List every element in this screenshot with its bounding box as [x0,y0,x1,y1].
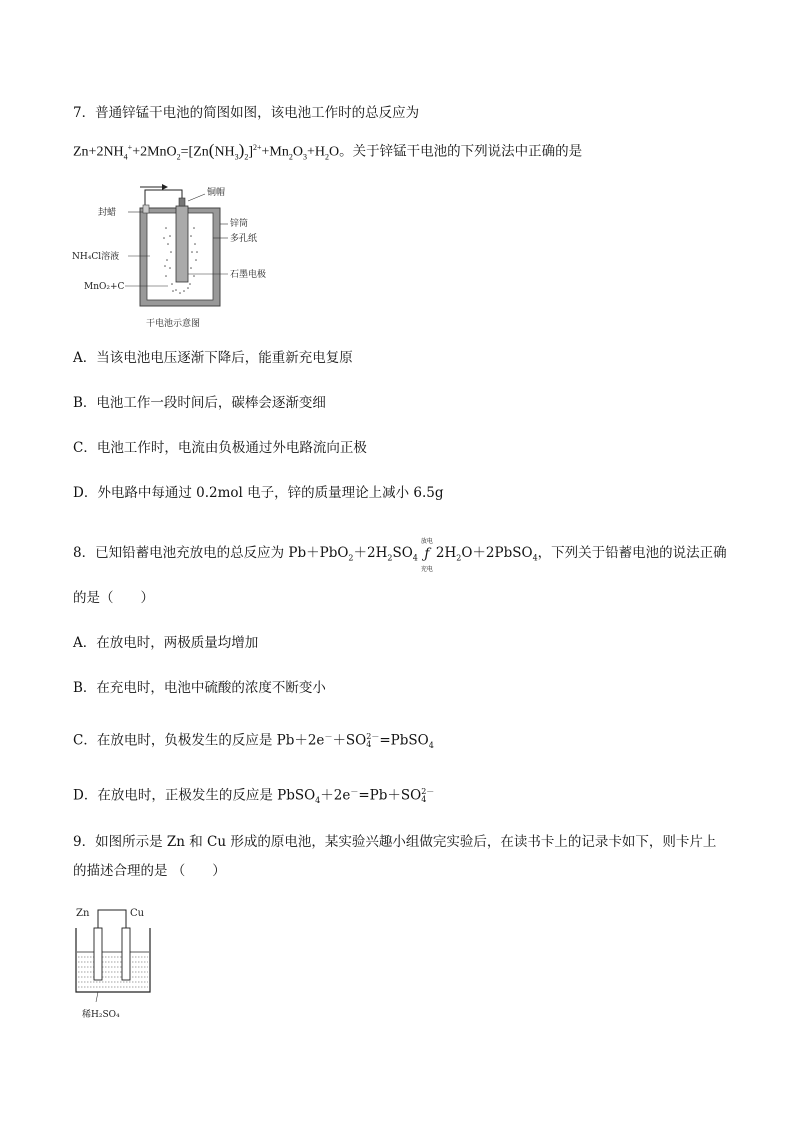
label-mno2: MnO₂+C [84,282,125,292]
eq-text: O [292,144,303,160]
q8-text: 2H [435,545,457,561]
q8d-text: D．在放电时，正极发生的反应是 PbSO [73,787,316,804]
q8c-text: C．在放电时，负极发生的反应是 Pb＋2e [73,732,325,749]
figure-caption: 干电池示意图 [146,319,201,329]
q8c-sub: 4 [428,741,434,751]
copper-cap [179,198,185,206]
q8d-text: ＋2e [320,787,351,804]
q7-option-d: D．外电路中每通过 0.2mol 电子，锌的质量理论上减小 6.5g [73,485,444,501]
q8d-sub: 4 [421,795,427,804]
eq-sub: 3 [303,152,307,162]
q8-stem-line2: 的是（ ） [73,590,154,606]
label-acid: 稀H₂SO₄ [82,1010,120,1020]
q7-stem: 7．普通锌锰干电池的简图如图，该电池工作时的总反应为 [73,105,420,121]
label-wax: 封蜡 [98,208,117,218]
eq-text: =[Zn [180,144,209,160]
q8-sub: 4 [532,553,538,563]
label-zinc-tube: 锌筒 [230,219,249,229]
q8-text: 8．已知铅蓄电池充放电的总反应为 Pb＋PbO [73,545,349,561]
label-porous-paper: 多孔纸 [230,234,258,244]
q8-stem [73,537,727,573]
q7-option-b: B．电池工作一段时间后，碳棒会逐渐变细 [73,395,326,411]
graphite-rod [176,206,188,282]
q8-option-b: B．在充电时，电池中硫酸的浓度不断变小 [73,680,326,696]
label-copper-cap: 铜帽 [207,188,226,198]
q8c-sub: 4 [366,740,372,749]
q8c-text: =PbSO [379,732,429,749]
q8-sub: 2 [348,553,354,563]
eq-tail: 。关于锌锰干电池的下列说法中正确的是 [339,143,583,160]
q8-text: SO [392,545,413,561]
q9-stem-line1: 9．如图所示是 Zn 和 Cu 形成的原电池，某实验兴趣小组做完实验后，在读书卡上的记录卡如下，则卡片上 [73,834,717,850]
q8d-text: =Pb＋SO [358,787,422,804]
q8-text: ＋2H [353,545,388,561]
label-cu: Cu [130,908,145,919]
solution [77,952,149,991]
reversible-arrow [418,537,436,573]
q8c-sup: 2－ [366,732,380,741]
eq-sup: 2+ [253,143,262,152]
q8-option-a: A．在放电时，两极质量均增加 [73,635,259,651]
wax-seal [143,205,149,213]
q8-text: O＋2PbSO [461,545,533,561]
q8-sub: 2 [456,553,462,563]
q8-sub: 2 [387,553,393,563]
eq-text: +2MnO [132,144,177,160]
eq-sub: 2 [176,152,181,162]
q8-text: ，下列关于铅蓄电池的说法正确 [537,545,727,561]
label-zn: Zn [76,908,90,919]
arrow-bottom-label: 充电 [420,565,433,573]
wire [98,910,126,930]
eq-text: +Mn [261,144,289,160]
q7-option-c: C．电池工作时，电流由负极通过外电路流向正极 [73,440,367,456]
q8d-sup: 2－ [421,787,435,796]
arrow-glyph: ƒ [424,545,430,562]
q8-sub: 4 [412,553,418,563]
q8c-text: ＋SO [332,732,367,749]
q7-option-a: A．当该电池电压逐渐下降后，能重新充电复原 [73,350,353,366]
q8-option-d [73,783,434,810]
arrow-top-label: 放电 [420,537,433,545]
q8-option-c [73,728,434,755]
eq-text: NH [214,144,235,160]
q9-stem-line2: 的描述合理的是 （ ） [73,863,226,879]
eq-text: Zn+2NH [73,144,124,160]
galvanic-cell-diagram [70,902,160,1027]
eq-sub: 2 [288,152,293,162]
q8c-sup: － [324,732,333,741]
eq-text: +H [307,144,326,160]
eq-text: O [329,144,340,160]
label-graphite: 石墨电极 [230,270,267,280]
copper-electrode [122,928,130,980]
q7-equation: $Zn+2NH_4^++2MnO_2=[Zn(NH_3)_2]^{2+}+Mn_2O_3+H_2O$。关于锌锰干电池的下列说法中正确的是 [73,140,583,162]
q8d-sub: 4 [315,796,321,806]
wire [145,190,182,206]
dry-cell-diagram [70,178,290,333]
eq-sub: 3 [234,152,239,162]
eq-sub: 4 [123,152,128,162]
arrow-head [162,184,168,190]
eq-sub: 2 [325,152,330,162]
eq-sup: + [127,143,133,152]
label-electrolyte: NH₄Cl溶液 [72,252,120,262]
q8d-sup: － [350,787,359,796]
zinc-electrode [94,928,102,980]
eq-sub: 2 [244,152,249,162]
